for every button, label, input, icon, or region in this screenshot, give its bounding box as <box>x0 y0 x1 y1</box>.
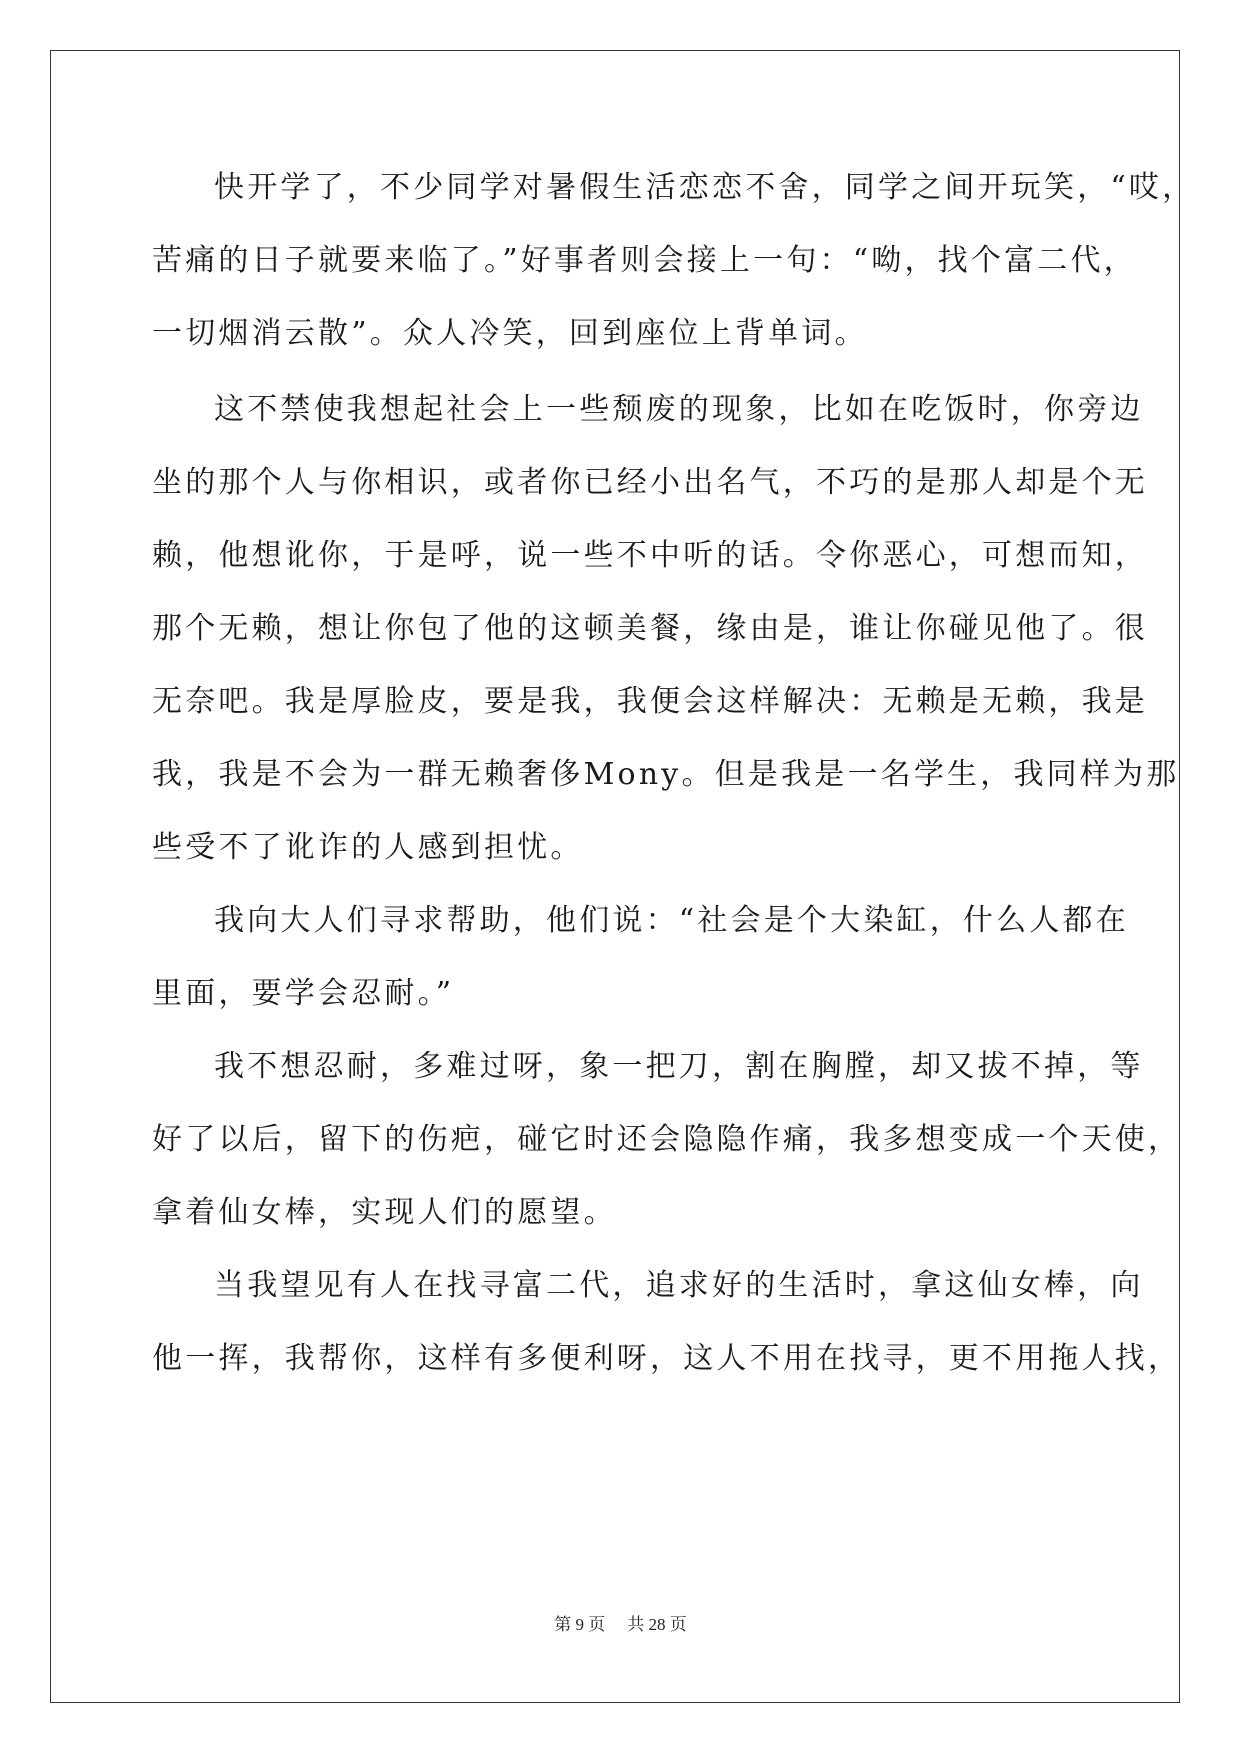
text-line: 一切烟消云散”。众人冷笑，回到座位上背单词。 <box>152 316 868 351</box>
text-line: 苦痛的日子就要来临了。”好事者则会接上一句：“呦，找个富二代， <box>152 243 1137 278</box>
text-line: 那个无赖，想让你包了他的这顿美餐，缘由是，谁让你碰见他了。很 <box>152 611 1148 646</box>
text-line: 无奈吧。我是厚脸皮，要是我，我便会这样解决：无赖是无赖，我是 <box>152 684 1148 719</box>
text-line: 他一挥，我帮你，这样有多便利呀，这人不用在找寻，更不用拖人找， <box>152 1341 1182 1376</box>
text-line: 快开学了，不少同学对暑假生活恋恋不舍，同学之间开玩笑，“哎， <box>214 170 1196 205</box>
page-number: 第 9 页 <box>554 1615 606 1634</box>
page-footer <box>0 1610 1241 1635</box>
text-line: 当我望见有人在找寻富二代，追求好的生活时，拿这仙女棒，向 <box>214 1268 1144 1303</box>
page-total: 共 28 页 <box>627 1615 687 1634</box>
page-border <box>50 50 1180 1703</box>
text-line: 我向大人们寻求帮助，他们说：“社会是个大染缸，什么人都在 <box>214 903 1129 938</box>
text-line: 我，我是不会为一群无赖奢侈Mony。但是我是一名学生，我同样为那 <box>152 757 1180 792</box>
text-line: 拿着仙女棒，实现人们的愿望。 <box>152 1195 617 1230</box>
text-line: 些受不了讹诈的人感到担忧。 <box>152 830 584 865</box>
text-line: 好了以后，留下的伤疤，碰它时还会隐隐作痛，我多想变成一个天使， <box>152 1122 1182 1157</box>
text-line: 赖，他想讹你，于是呼，说一些不中听的话。令你恶心，可想而知， <box>152 538 1148 573</box>
text-line: 里面，要学会忍耐。” <box>152 976 455 1011</box>
text-line: 这不禁使我想起社会上一些颓废的现象，比如在吃饭时，你旁边 <box>214 392 1144 427</box>
text-line: 坐的那个人与你相识，或者你已经小出名气，不巧的是那人却是个无 <box>152 465 1148 500</box>
text-line: 我不想忍耐，多难过呀，象一把刀，割在胸膛，却又拔不掉，等 <box>214 1049 1144 1084</box>
